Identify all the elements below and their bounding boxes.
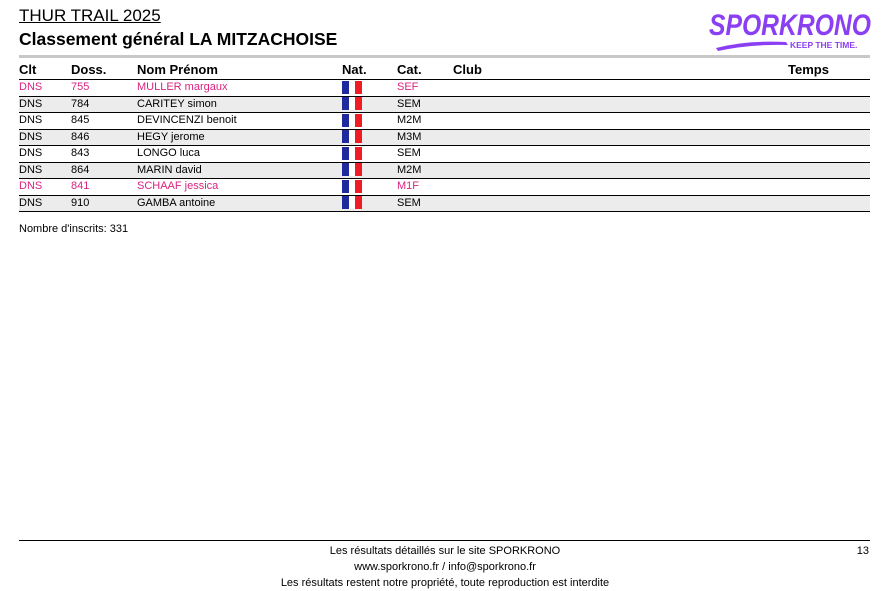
cell-cat: M2M <box>397 113 453 130</box>
cell-clt: DNS <box>19 129 71 146</box>
cell-doss: 843 <box>71 146 137 163</box>
cell-time <box>788 96 870 113</box>
cell-doss: 864 <box>71 162 137 179</box>
column-header-club: Club <box>453 60 788 80</box>
france-flag-icon <box>342 196 362 209</box>
cell-name: MARIN david <box>137 162 342 179</box>
cell-doss: 845 <box>71 113 137 130</box>
cell-time <box>788 129 870 146</box>
cell-clt: DNS <box>19 113 71 130</box>
cell-name: HEGY jerome <box>137 129 342 146</box>
results-header-row <box>19 60 870 80</box>
cell-doss: 784 <box>71 96 137 113</box>
results-row <box>19 162 870 179</box>
cell-nat <box>342 179 397 196</box>
cell-name: LONGO luca <box>137 146 342 163</box>
cell-time <box>788 113 870 130</box>
cell-nat <box>342 113 397 130</box>
cell-club <box>453 195 788 212</box>
results-table <box>19 60 870 212</box>
results-row <box>19 96 870 113</box>
cell-club <box>453 146 788 163</box>
cell-club <box>453 179 788 196</box>
event-title: THUR TRAIL 2025 <box>19 6 161 25</box>
footer-line-contact: www.sporkrono.fr / info@sporkrono.fr <box>354 561 536 573</box>
france-flag-icon <box>342 130 362 143</box>
column-header-doss: Doss. <box>71 60 137 80</box>
cell-time <box>788 146 870 163</box>
cell-name: MULLER margaux <box>137 80 342 97</box>
france-flag-icon <box>342 180 362 193</box>
registrants-count: Nombre d'inscrits: 331 <box>19 223 129 235</box>
logo-brand: SPORKRONO <box>709 9 871 42</box>
results-row <box>19 80 870 97</box>
cell-doss: 841 <box>71 179 137 196</box>
cell-cat: M2M <box>397 162 453 179</box>
cell-club <box>453 113 788 130</box>
logo-swoosh <box>716 42 788 51</box>
column-header-cat: Cat. <box>397 60 453 80</box>
column-header-time: Temps <box>788 60 870 80</box>
results-row <box>19 195 870 212</box>
cell-nat <box>342 96 397 113</box>
france-flag-icon <box>342 97 362 110</box>
ranking-title: Classement général LA MITZACHOISE <box>19 29 338 49</box>
cell-cat: M3M <box>397 129 453 146</box>
footer-line-website-notice: Les résultats détaillés sur le site SPORKRONO <box>329 545 561 557</box>
cell-doss: 910 <box>71 195 137 212</box>
header-divider <box>19 55 870 58</box>
cell-time <box>788 80 870 97</box>
cell-time <box>788 162 870 179</box>
france-flag-icon <box>342 163 362 176</box>
cell-club <box>453 96 788 113</box>
footer-line-copyright: Les résultats restent notre propriété, toute reproduction est interdite <box>280 577 610 589</box>
column-header-clt: Clt <box>19 60 71 80</box>
results-row <box>19 113 870 130</box>
cell-doss: 755 <box>71 80 137 97</box>
footer-divider <box>19 540 870 541</box>
cell-cat: SEM <box>397 96 453 113</box>
cell-clt: DNS <box>19 179 71 196</box>
cell-cat: SEM <box>397 146 453 163</box>
cell-name: DEVINCENZI benoit <box>137 113 342 130</box>
results-row <box>19 129 870 146</box>
column-header-name: Nom Prénom <box>137 60 342 80</box>
cell-nat <box>342 195 397 212</box>
cell-name: CARITEY simon <box>137 96 342 113</box>
cell-cat: M1F <box>397 179 453 196</box>
cell-clt: DNS <box>19 162 71 179</box>
column-header-nat: Nat. <box>342 60 397 80</box>
sporkrono-logo <box>706 2 876 54</box>
cell-clt: DNS <box>19 195 71 212</box>
cell-time <box>788 179 870 196</box>
footer <box>0 543 890 591</box>
cell-club <box>453 80 788 97</box>
france-flag-icon <box>342 114 362 127</box>
page-number: 13 <box>856 545 869 557</box>
cell-nat <box>342 162 397 179</box>
results-row <box>19 146 870 163</box>
france-flag-icon <box>342 147 362 160</box>
cell-name: GAMBA antoine <box>137 195 342 212</box>
results-body <box>19 80 870 212</box>
cell-club <box>453 162 788 179</box>
cell-clt: DNS <box>19 96 71 113</box>
cell-nat <box>342 129 397 146</box>
results-row <box>19 179 870 196</box>
logo-tagline: KEEP THE TIME. <box>790 40 858 50</box>
france-flag-icon <box>342 81 362 94</box>
cell-cat: SEF <box>397 80 453 97</box>
cell-name: SCHAAF jessica <box>137 179 342 196</box>
cell-nat <box>342 80 397 97</box>
cell-cat: SEM <box>397 195 453 212</box>
cell-time <box>788 195 870 212</box>
cell-clt: DNS <box>19 146 71 163</box>
cell-clt: DNS <box>19 80 71 97</box>
cell-club <box>453 129 788 146</box>
cell-nat <box>342 146 397 163</box>
cell-doss: 846 <box>71 129 137 146</box>
